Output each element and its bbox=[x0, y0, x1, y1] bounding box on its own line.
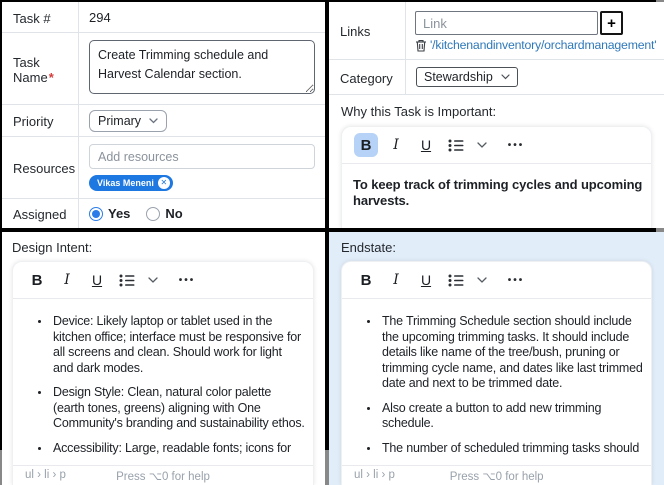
endstate-heading: Endstate: bbox=[341, 240, 396, 255]
resource-tag-label: Vikas Meneni bbox=[97, 178, 154, 188]
help-hint: Press ⌥0 for help bbox=[449, 471, 544, 483]
resources-row bbox=[2, 137, 325, 199]
why-important-editor[interactable] bbox=[341, 126, 652, 228]
link-entry bbox=[415, 38, 656, 52]
resources-cell bbox=[79, 138, 325, 197]
assigned-no-label: No bbox=[165, 206, 183, 221]
list-icon[interactable] bbox=[444, 268, 468, 292]
why-important-heading: Why this Task is Important: bbox=[341, 104, 497, 119]
help-hint: Press ⌥0 for help bbox=[116, 471, 210, 483]
underline-button[interactable]: U bbox=[420, 137, 432, 153]
add-link-button[interactable]: + bbox=[600, 11, 623, 35]
endstate-editor[interactable] bbox=[341, 261, 652, 485]
editor-status-bar bbox=[13, 465, 313, 485]
list-item: • The Trimming Schedule section should include the upcoming trimming tasks. It should include details like name of the tree/bush, pruning or trimming cycle name, and dates like last trimmed date and next to be trimmed date. bbox=[380, 314, 643, 392]
list-item: • Also create a button to add new trimming schedule. bbox=[380, 401, 643, 432]
task-number-label: Task # bbox=[2, 2, 79, 32]
priority-row bbox=[2, 105, 325, 137]
links-cell bbox=[406, 2, 664, 59]
dom-path-indicator: ul › li › p bbox=[25, 469, 66, 481]
resources-label: Resources bbox=[2, 137, 79, 198]
assigned-radio-group bbox=[89, 206, 315, 221]
resources-input[interactable] bbox=[89, 144, 315, 169]
design-intent-panel bbox=[2, 232, 325, 485]
why-important-content[interactable]: To keep track of trimming cycles and upcoming harvests. bbox=[353, 177, 643, 209]
assigned-yes-label: Yes bbox=[108, 206, 131, 221]
chevron-down-icon[interactable] bbox=[141, 268, 165, 292]
assigned-label: Assigned bbox=[2, 199, 79, 228]
design-intent-content[interactable] bbox=[13, 299, 313, 465]
bold-button[interactable]: B bbox=[354, 133, 378, 157]
remove-resource-icon[interactable]: ✕ bbox=[158, 177, 170, 189]
endstate-panel bbox=[329, 232, 664, 485]
endstate-list bbox=[355, 314, 643, 456]
category-row bbox=[329, 59, 664, 95]
task-number-value: 294 bbox=[89, 9, 111, 25]
priority-label: Priority bbox=[2, 105, 79, 136]
radio-unselected-icon[interactable] bbox=[146, 207, 160, 221]
list-icon[interactable] bbox=[444, 133, 468, 157]
more-options-icon[interactable]: ••• bbox=[507, 139, 525, 151]
more-options-icon[interactable]: ••• bbox=[507, 274, 525, 286]
chevron-down-icon[interactable] bbox=[470, 268, 494, 292]
list-item: • Accessibility: Large, readable fonts; icons for bbox=[51, 441, 305, 457]
bold-button[interactable]: B bbox=[360, 271, 372, 289]
underline-button[interactable]: U bbox=[91, 272, 103, 288]
chevron-down-icon bbox=[501, 74, 510, 80]
assigned-yes-option[interactable] bbox=[89, 206, 130, 221]
endstate-content[interactable] bbox=[342, 299, 651, 465]
italic-button[interactable]: I bbox=[64, 272, 70, 288]
dom-path-indicator: ul › li › p bbox=[354, 469, 395, 481]
priority-cell bbox=[79, 104, 325, 138]
why-important-section bbox=[329, 95, 664, 228]
chevron-down-icon bbox=[149, 118, 158, 124]
priority-select[interactable]: Primary bbox=[89, 110, 167, 132]
bold-button[interactable]: B bbox=[31, 271, 43, 289]
list-icon[interactable] bbox=[115, 268, 139, 292]
editor-toolbar bbox=[342, 262, 651, 299]
link-input[interactable] bbox=[415, 11, 598, 35]
task-name-input[interactable] bbox=[89, 40, 315, 94]
assigned-no-option[interactable] bbox=[146, 206, 182, 221]
delete-link-icon[interactable] bbox=[415, 39, 427, 52]
category-cell bbox=[406, 60, 664, 94]
category-select[interactable]: Stewardship bbox=[416, 67, 518, 87]
list-item: • Design Style: Clean, natural color palette (earth tones, greens) aligning with One Community's branding and sustainability ethos. bbox=[51, 385, 305, 432]
editor-toolbar bbox=[342, 127, 651, 164]
list-item: • The number of scheduled trimming tasks should bbox=[380, 441, 643, 457]
task-name-label: Task Name* bbox=[2, 33, 79, 104]
more-options-icon[interactable]: ••• bbox=[178, 274, 196, 286]
task-form-panel bbox=[2, 2, 325, 228]
resource-tag[interactable] bbox=[89, 175, 173, 191]
italic-button[interactable]: I bbox=[393, 137, 399, 153]
category-label: Category bbox=[329, 60, 406, 94]
editor-status-bar bbox=[342, 465, 651, 485]
design-intent-editor[interactable] bbox=[12, 261, 314, 485]
design-intent-heading: Design Intent: bbox=[12, 240, 93, 255]
italic-button[interactable]: I bbox=[393, 272, 399, 288]
chevron-down-icon[interactable] bbox=[470, 133, 494, 157]
link-value[interactable]: '/kitchenandinventory/orchardmanagement' bbox=[430, 38, 657, 52]
task-name-row bbox=[2, 33, 325, 105]
task-number-row bbox=[2, 2, 325, 33]
task-name-cell bbox=[79, 34, 325, 103]
list-item: • Device: Likely laptop or tablet used in the kitchen office; interface must be responsive for all screens and clean. Should work for light and dark modes. bbox=[51, 314, 305, 376]
required-asterisk: * bbox=[48, 69, 54, 85]
assigned-row bbox=[2, 199, 325, 228]
underline-button[interactable]: U bbox=[420, 272, 432, 288]
task-form-table bbox=[2, 2, 325, 228]
link-input-line bbox=[415, 11, 656, 35]
links-category-panel bbox=[329, 2, 664, 228]
links-row bbox=[329, 2, 664, 59]
links-label: Links bbox=[329, 2, 406, 59]
radio-selected-icon[interactable] bbox=[89, 207, 103, 221]
design-intent-list bbox=[26, 314, 305, 456]
assigned-cell bbox=[79, 200, 325, 227]
editor-toolbar bbox=[13, 262, 313, 299]
